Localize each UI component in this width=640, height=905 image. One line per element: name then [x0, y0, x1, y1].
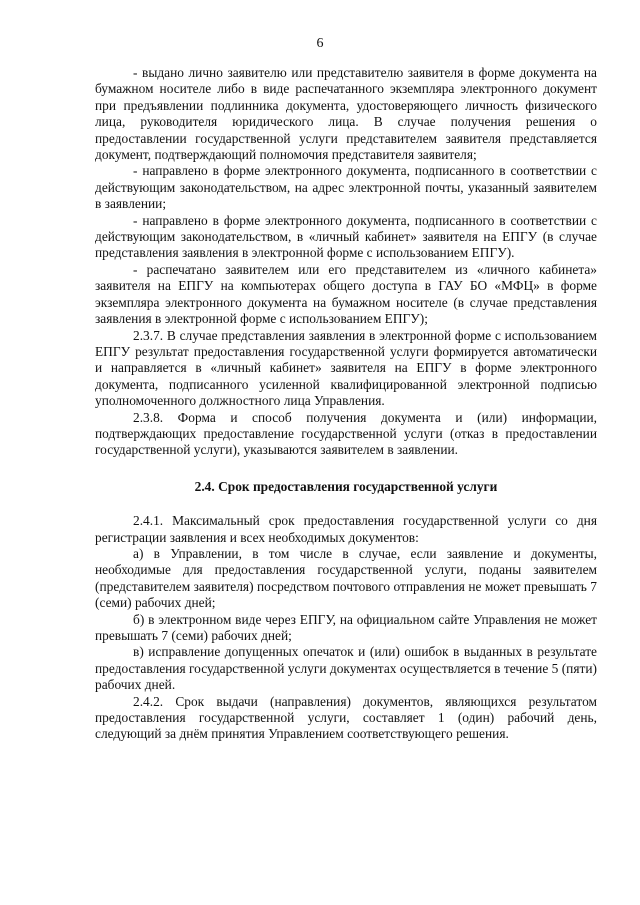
paragraph-issued-in-person: - выдано лично заявителю или представителю заявителя в форме документа на бумажном носителе либо в виде распечатанного экземпляра электронного документ при предъявлении подлинника документа, удостоверяющего личность физического лица, руководителя юридического лица. В случае получения решения о предоставлении государственной услуги представителем заявителя представляется документ, подтверждающий полномочия представителя заявителя; [95, 65, 597, 163]
document-body [95, 65, 597, 743]
paragraph-sent-to-personal-account: - направлено в форме электронного документа, подписанного в соответствии с действующим законодательством, в «личный кабинет» заявителя на ЕПГУ (в случае представления заявления в электронной форме с использованием ЕПГУ). [95, 212, 597, 261]
page-number: 6 [316, 36, 324, 51]
section-heading: 2.4. Срок предоставления государственной услуги [194, 478, 498, 494]
paragraph-sent-by-email: - направлено в форме электронного документа, подписанного в соответствии с действующим законодательством, на адрес электронной почты, указанный заявителем в заявлении; [95, 163, 597, 212]
paragraph-2-4-1: 2.4.1. Максимальный срок предоставления государственной услуги со дня регистрации заявления и всех необходимых документов: [95, 513, 597, 545]
paragraph-item-b: б) в электронном виде через ЕПГУ, на официальном сайте Управления не может превышать 7 (семи) рабочих дней; [95, 611, 597, 643]
paragraph-item-v: в) исправление допущенных опечаток и (или) ошибок в выданных в результате предоставления государственной услуги документах осуществляется в течение 5 (пяти) рабочих дней. [95, 644, 597, 693]
paragraph-2-3-8: 2.3.8. Форма и способ получения документа и (или) информации, подтверждающих предоставление государственной услуги (отказ в предоставлении государственной услуги), указываются заявителем в заявлении. [95, 409, 597, 458]
paragraph-item-a: а) в Управлении, в том числе в случае, если заявление и документы, необходимые для предоставления государственной услуги, поданы заявителем (представителем заявителя) посредством почтового отправления не может превышать 7 (семи) рабочих дней; [95, 545, 597, 611]
paragraph-2-4-2: 2.4.2. Срок выдачи (направления) документов, являющихся результатом предоставления государственной услуги, составляет 1 (один) рабочий день, следующий за днём принятия Управлением соответствующего решения. [95, 693, 597, 742]
paragraph-2-3-7: 2.3.7. В случае представления заявления в электронной форме с использованием ЕПГУ результат предоставления государственной услуги формируется автоматически и направляется в «личный кабинет» заявителя на ЕПГУ в форме электронного документа, подписанного усиленной квалифицированной электронной подписью уполномоченного должностного лица Управления. [95, 327, 597, 409]
paragraph-printed-at-mfc: - распечатано заявителем или его представителем из «личного кабинета» заявителя на ЕПГУ на компьютерах общего доступа в ГАУ БО «МФЦ» в форме экземпляра электронного документа на бумажном носителе (в случае представления заявления в электронной форме с использованием ЕПГУ); [95, 261, 597, 327]
